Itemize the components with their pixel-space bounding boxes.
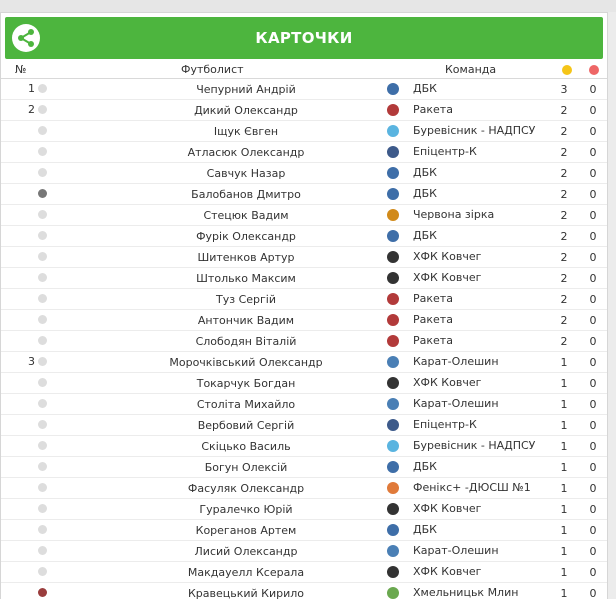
yellow-count: 1: [560, 566, 568, 579]
table-row[interactable]: [1, 184, 607, 205]
table-row[interactable]: [1, 205, 607, 226]
avatar-icon: [38, 231, 47, 240]
table-row[interactable]: [1, 226, 607, 247]
avatar-icon: [38, 399, 47, 408]
player-name[interactable]: Савчук Назар: [206, 167, 286, 180]
player-name[interactable]: Гуралечко Юрій: [199, 503, 293, 516]
player-name[interactable]: Антончик Вадим: [197, 314, 295, 327]
red-count: 0: [589, 587, 597, 599]
avatar-icon: [38, 126, 47, 135]
player-name[interactable]: Макдауелл Ксерала: [187, 566, 305, 579]
table-row[interactable]: [1, 100, 607, 121]
yellow-count: 2: [560, 314, 568, 327]
team-logo-icon: [387, 146, 399, 158]
player-name[interactable]: Атласюк Олександр: [187, 146, 305, 159]
avatar-icon: [38, 420, 47, 429]
table-row[interactable]: [1, 310, 607, 331]
player-name[interactable]: Морочківський Олександр: [169, 356, 323, 369]
team-logo-icon: [387, 566, 399, 578]
team-logo-icon: [387, 314, 399, 326]
team-name[interactable]: ХФК Ковчег: [413, 250, 482, 263]
red-count: 0: [589, 251, 597, 264]
team-logo-icon: [387, 482, 399, 494]
team-name[interactable]: Карат-Олешин: [413, 544, 499, 557]
red-count: 0: [589, 377, 597, 390]
table-row[interactable]: [1, 142, 607, 163]
team-name[interactable]: Епіцентр-К: [413, 418, 477, 431]
avatar-icon: [38, 252, 47, 261]
team-name[interactable]: Фенікс+ -ДЮСШ №1: [413, 481, 531, 494]
team-logo-icon: [387, 83, 399, 95]
avatar-icon: [38, 483, 47, 492]
team-logo-icon: [387, 125, 399, 137]
red-count: 0: [589, 104, 597, 117]
col-player: Футболист: [181, 63, 244, 76]
red-count: 0: [589, 146, 597, 159]
player-name[interactable]: Стецюк Вадим: [203, 209, 289, 222]
team-logo-icon: [387, 251, 399, 263]
team-logo-icon: [387, 587, 399, 599]
red-count: 0: [589, 167, 597, 180]
player-name[interactable]: Балобанов Дмитро: [191, 188, 301, 201]
avatar-icon: [38, 378, 47, 387]
red-count: 0: [589, 419, 597, 432]
team-name[interactable]: ДБК: [413, 229, 437, 242]
player-name[interactable]: Туз Сергій: [216, 293, 276, 306]
team-logo-icon: [387, 188, 399, 200]
yellow-count: 3: [560, 83, 568, 96]
avatar-icon: [38, 588, 47, 597]
team-name[interactable]: ДБК: [413, 82, 437, 95]
table-row[interactable]: [1, 79, 607, 100]
team-name[interactable]: ДБК: [413, 460, 437, 473]
cards-panel: [0, 12, 608, 599]
team-logo-icon: [387, 356, 399, 368]
table-row[interactable]: [1, 289, 607, 310]
table-row[interactable]: [1, 520, 607, 541]
team-name[interactable]: ХФК Ковчег: [413, 376, 482, 389]
table-row[interactable]: [1, 457, 607, 478]
table-row[interactable]: [1, 373, 607, 394]
player-name[interactable]: Вербовий Сергій: [197, 419, 295, 432]
table-row[interactable]: [1, 415, 607, 436]
red-count: 0: [589, 566, 597, 579]
player-name[interactable]: Штолько Максим: [196, 272, 296, 285]
yellow-count: 1: [560, 503, 568, 516]
yellow-count: 2: [560, 125, 568, 138]
team-logo-icon: [387, 377, 399, 389]
yellow-card-icon: [562, 65, 572, 75]
table-row[interactable]: [1, 478, 607, 499]
yellow-count: 2: [560, 188, 568, 201]
team-name[interactable]: ДБК: [413, 523, 437, 536]
rank: 1: [28, 82, 35, 95]
table-row[interactable]: [1, 394, 607, 415]
avatar-icon: [38, 336, 47, 345]
team-name[interactable]: ХФК Ковчег: [413, 271, 482, 284]
team-name[interactable]: ДБК: [413, 187, 437, 200]
team-logo-icon: [387, 230, 399, 242]
player-name[interactable]: Богун Олексій: [204, 461, 288, 474]
yellow-count: 2: [560, 209, 568, 222]
yellow-count: 2: [560, 251, 568, 264]
yellow-count: 2: [560, 230, 568, 243]
avatar-icon: [38, 504, 47, 513]
team-logo-icon: [387, 524, 399, 536]
rank: 3: [28, 355, 35, 368]
table-row[interactable]: [1, 541, 607, 562]
table-row[interactable]: [1, 352, 607, 373]
red-count: 0: [589, 398, 597, 411]
red-count: 0: [589, 356, 597, 369]
panel-header: [5, 17, 603, 59]
team-name[interactable]: Епіцентр-К: [413, 145, 477, 158]
red-count: 0: [589, 440, 597, 453]
yellow-count: 1: [560, 440, 568, 453]
col-team: Команда: [445, 63, 497, 76]
avatar-icon: [38, 357, 47, 366]
player-name[interactable]: Шитенков Артур: [197, 251, 295, 264]
players-table: [1, 79, 607, 599]
team-name[interactable]: Ракета: [413, 313, 453, 326]
player-name[interactable]: Токарчук Богдан: [196, 377, 296, 390]
yellow-count: 1: [560, 524, 568, 537]
player-name[interactable]: Дикий Олександр: [194, 104, 298, 117]
red-card-icon: [589, 65, 599, 75]
red-count: 0: [589, 125, 597, 138]
panel-title: КАРТОЧКИ: [255, 29, 353, 47]
team-name[interactable]: Ракета: [413, 103, 453, 116]
team-logo-icon: [387, 209, 399, 221]
avatar-icon: [38, 168, 47, 177]
table-row[interactable]: [1, 499, 607, 520]
table-row[interactable]: [1, 562, 607, 583]
player-name[interactable]: Століта Михайло: [196, 398, 296, 411]
avatar-icon: [38, 294, 47, 303]
red-count: 0: [589, 293, 597, 306]
red-count: 0: [589, 482, 597, 495]
player-name[interactable]: Кравецький Кирило: [187, 587, 305, 599]
team-name[interactable]: ДБК: [413, 166, 437, 179]
avatar-icon: [38, 525, 47, 534]
player-name[interactable]: Кореганов Артем: [195, 524, 297, 537]
team-logo-icon: [387, 167, 399, 179]
team-logo-icon: [387, 293, 399, 305]
player-name[interactable]: Фурік Олександр: [196, 230, 296, 243]
red-count: 0: [589, 272, 597, 285]
table-row[interactable]: [1, 436, 607, 457]
team-name[interactable]: Ракета: [413, 334, 453, 347]
table-row[interactable]: [1, 268, 607, 289]
team-logo-icon: [387, 440, 399, 452]
team-name[interactable]: Буревісник - НАДПСУ: [413, 439, 536, 452]
table-row[interactable]: [1, 247, 607, 268]
team-logo-icon: [387, 503, 399, 515]
avatar-icon: [38, 189, 47, 198]
avatar-icon: [38, 441, 47, 450]
avatar-icon: [38, 567, 47, 576]
table-row[interactable]: [1, 583, 607, 599]
yellow-count: 2: [560, 146, 568, 159]
player-name[interactable]: Скіцько Василь: [201, 440, 291, 453]
yellow-count: 2: [560, 104, 568, 117]
team-name[interactable]: ХФК Ковчег: [413, 565, 482, 578]
team-logo-icon: [387, 545, 399, 557]
yellow-count: 1: [560, 419, 568, 432]
avatar-icon: [38, 273, 47, 282]
team-logo-icon: [387, 272, 399, 284]
avatar-icon: [38, 84, 47, 93]
table-row[interactable]: [1, 121, 607, 142]
red-count: 0: [589, 524, 597, 537]
avatar-icon: [38, 210, 47, 219]
red-count: 0: [589, 545, 597, 558]
player-name[interactable]: Іщук Євген: [213, 125, 279, 138]
team-name[interactable]: ХФК Ковчег: [413, 502, 482, 515]
yellow-count: 1: [560, 587, 568, 599]
player-name[interactable]: Слободян Віталій: [195, 335, 297, 348]
yellow-count: 1: [560, 377, 568, 390]
team-logo-icon: [387, 335, 399, 347]
background-stripe: [0, 0, 616, 12]
red-count: 0: [589, 230, 597, 243]
yellow-count: 2: [560, 293, 568, 306]
yellow-count: 1: [560, 482, 568, 495]
player-name[interactable]: Чепурний Андрій: [196, 83, 296, 96]
team-logo-icon: [387, 104, 399, 116]
team-name[interactable]: Хмельницьк Млин: [413, 586, 519, 599]
team-name[interactable]: Буревісник - НАДПСУ: [413, 124, 536, 137]
red-count: 0: [589, 314, 597, 327]
red-count: 0: [589, 83, 597, 96]
team-logo-icon: [387, 461, 399, 473]
red-count: 0: [589, 188, 597, 201]
yellow-count: 2: [560, 272, 568, 285]
team-name[interactable]: Карат-Олешин: [413, 397, 499, 410]
red-count: 0: [589, 503, 597, 516]
red-count: 0: [589, 461, 597, 474]
avatar-icon: [38, 546, 47, 555]
col-rank: №: [15, 63, 27, 76]
table-row[interactable]: [1, 163, 607, 184]
yellow-count: 1: [560, 398, 568, 411]
avatar-icon: [38, 147, 47, 156]
column-headers: [1, 59, 607, 79]
avatar-icon: [38, 315, 47, 324]
yellow-count: 1: [560, 545, 568, 558]
player-name[interactable]: Лисий Олександр: [194, 545, 298, 558]
table-row[interactable]: [1, 331, 607, 352]
yellow-count: 1: [560, 356, 568, 369]
player-name[interactable]: Фасуляк Олександр: [187, 482, 305, 495]
team-logo-icon: [387, 419, 399, 431]
team-name[interactable]: Червона зірка: [413, 208, 495, 221]
avatar-icon: [38, 105, 47, 114]
yellow-count: 1: [560, 461, 568, 474]
avatar-icon: [38, 462, 47, 471]
team-name[interactable]: Карат-Олешин: [413, 355, 499, 368]
red-count: 0: [589, 209, 597, 222]
team-name[interactable]: Ракета: [413, 292, 453, 305]
yellow-count: 2: [560, 167, 568, 180]
team-logo-icon: [387, 398, 399, 410]
yellow-count: 2: [560, 335, 568, 348]
red-count: 0: [589, 335, 597, 348]
rank: 2: [28, 103, 35, 116]
